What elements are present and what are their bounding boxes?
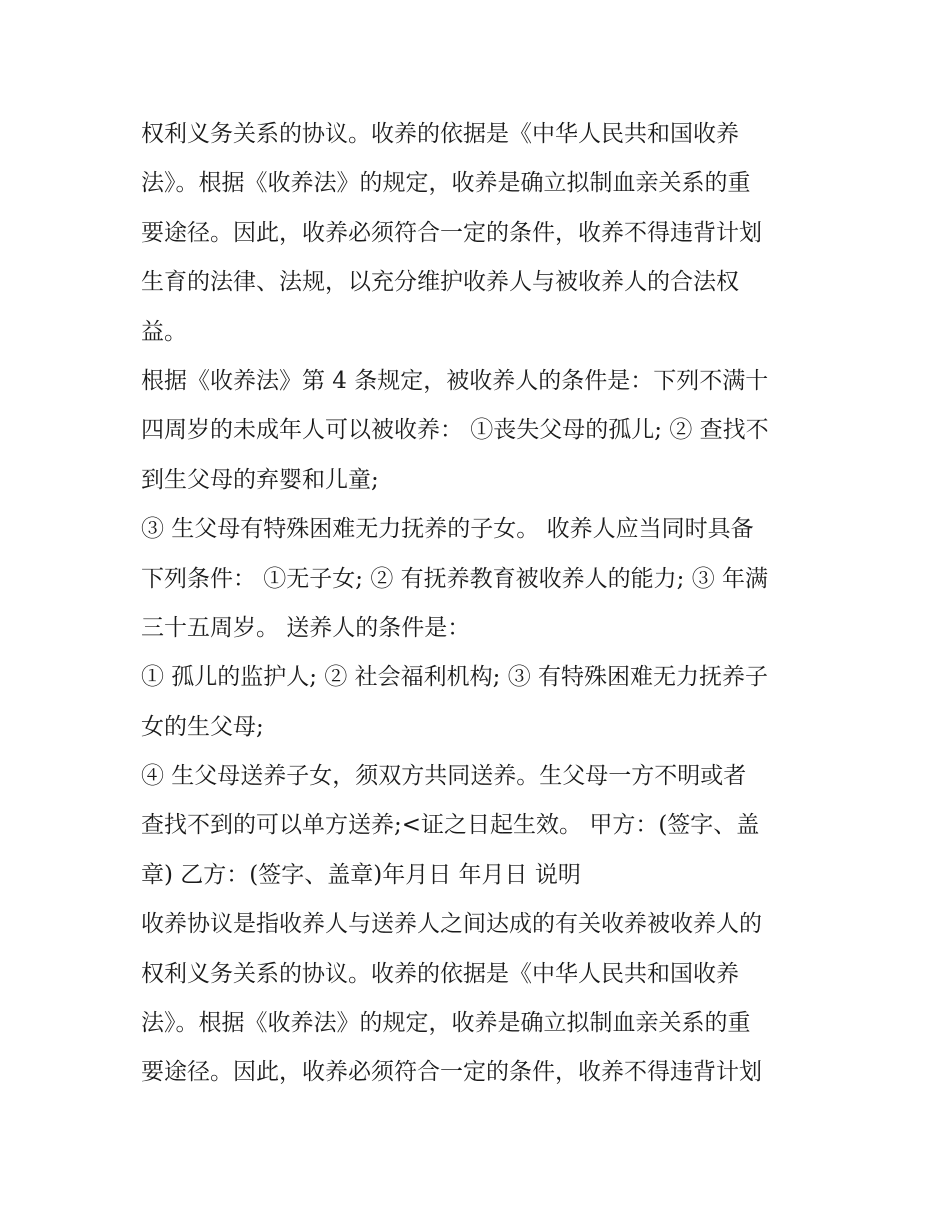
text-line: 益。 — [141, 318, 187, 345]
text-line: 三十五周岁。 送养人的条件是： — [141, 614, 471, 641]
text-line: 要途径。因此，收养必须符合一定的条件，收养不得违背计划 — [141, 219, 762, 246]
text-line: ③ 生父母有特殊困难无力抚养的子女。 收养人应当同时具备 — [141, 516, 754, 543]
text-line: 下列条件： ①无子女; ② 有抚养教育被收养人的能力; ③ 年满 — [141, 565, 769, 592]
document-body — [141, 110, 821, 1098]
text-line: 法》。根据《收养法》的规定，收养是确立拟制血亲关系的重 — [141, 170, 751, 197]
text-line: 法》。根据《收养法》的规定，收养是确立拟制血亲关系的重 — [141, 1010, 751, 1037]
text-line: ① 孤儿的监护人; ② 社会福利机构; ③ 有特殊困难无力抚养子 — [141, 664, 769, 691]
text-line: 查找不到的可以单方送养;<证之日起生效。 甲方：(签字、盖 — [141, 812, 760, 839]
text-line: 生育的法律、法规，以充分维护收养人与被收养人的合法权 — [141, 269, 739, 296]
text-line: 女的生父母; — [141, 713, 264, 740]
text-line: 权利义务关系的协议。收养的依据是《中华人民共和国收养 — [141, 121, 739, 147]
text-line: 四周岁的未成年人可以被收养： ①丧失父母的孤儿; ② 查找不 — [141, 417, 769, 444]
text-line: 要途径。因此，收养必须符合一定的条件，收养不得违背计划 — [141, 1059, 762, 1086]
text-line: ④ 生父母送养子女，须双方共同送养。生父母一方不明或者 — [141, 763, 747, 790]
text-line: 根据《收养法》第 4 条规定，被收养人的条件是：下列不满十 — [141, 367, 769, 394]
text-line: 章) 乙方：(签字、盖章)年月日 年月日 说明 — [141, 861, 581, 888]
text-line: 到生父母的弃婴和儿童; — [141, 466, 379, 493]
text-line: 收养协议是指收养人与送养人之间达成的有关收养被收养人的 — [141, 911, 762, 938]
text-line: 权利义务关系的协议。收养的依据是《中华人民共和国收养 — [141, 960, 739, 987]
